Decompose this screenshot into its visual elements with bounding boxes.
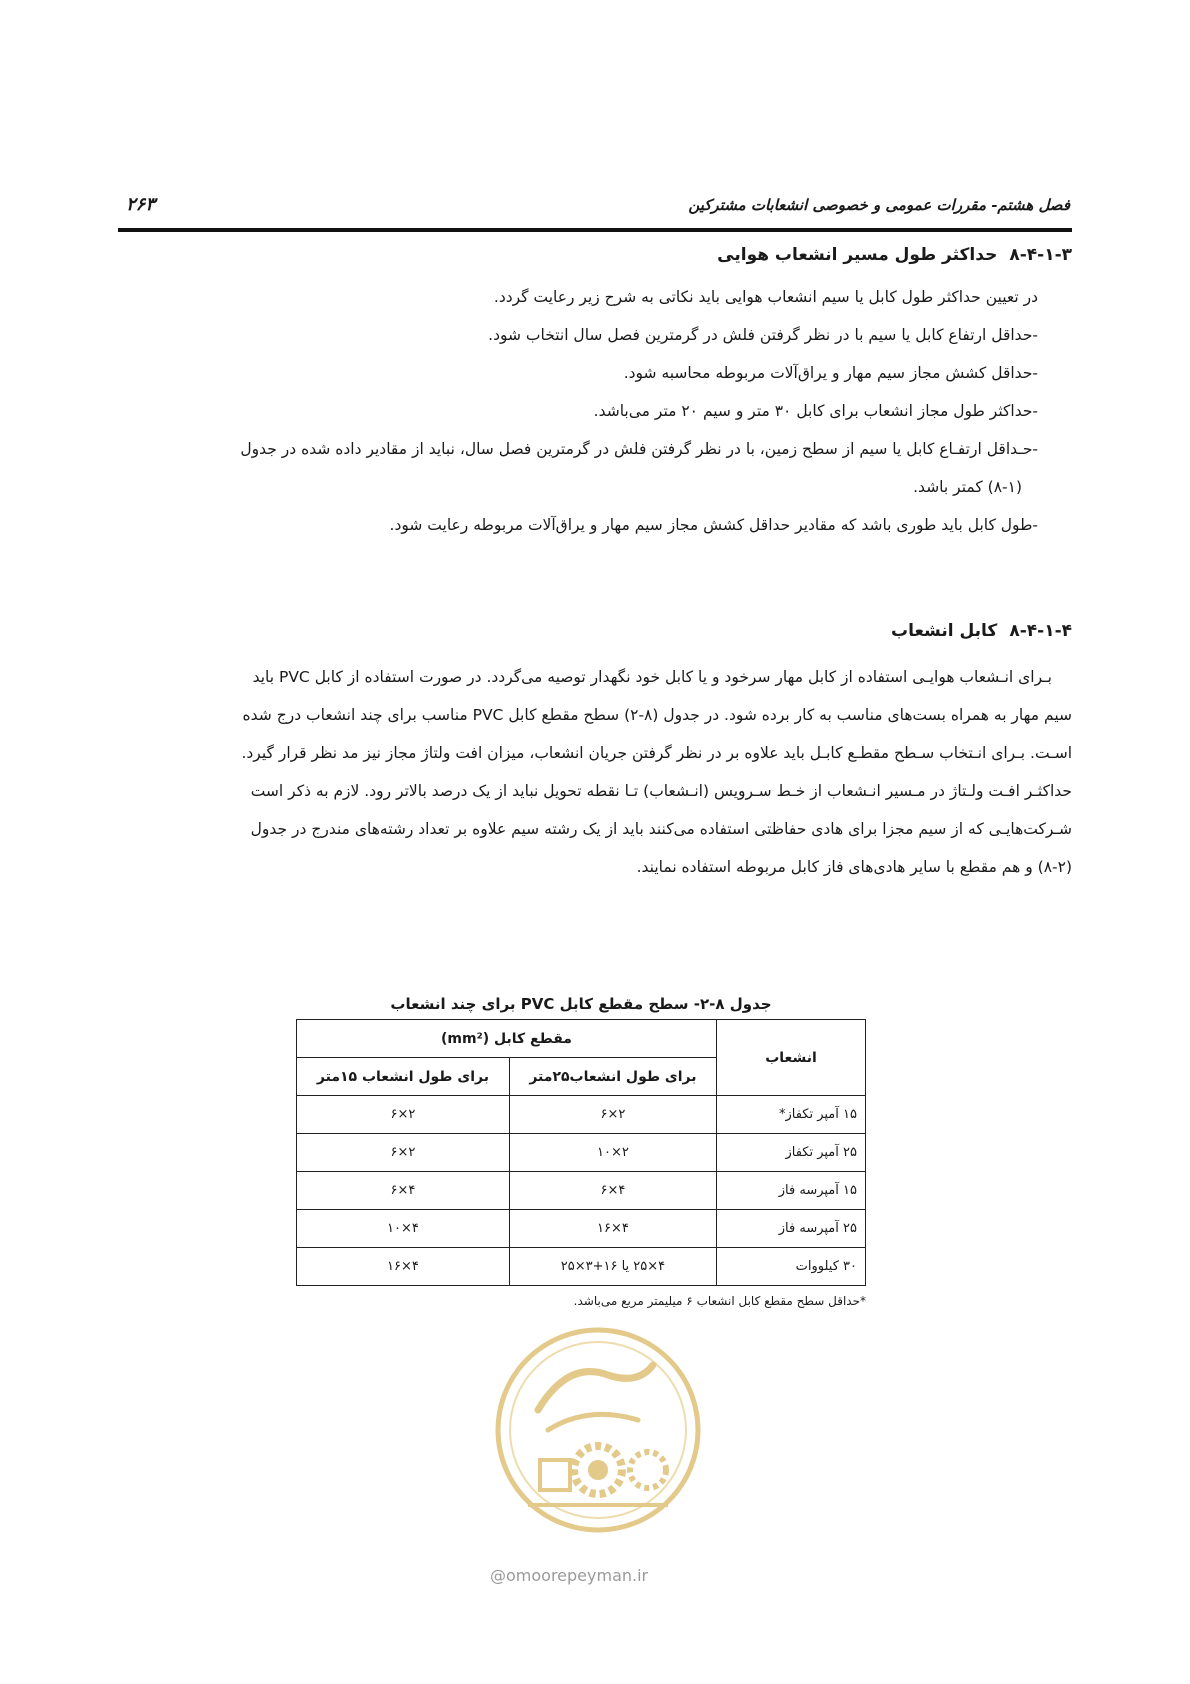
- paragraph-line: بـرای انـشعاب هوایـی استفاده از کابل مهار سرخود و یا کابل خود نگهدار توصیه می‌گردد. در صورت استفاده از کابل PVC باید: [252, 668, 1052, 686]
- bullet-item: -حـداقل ارتفـاع کابل یا سیم از سطح زمین، با در نظر گرفتن فلش در گرمترین فصل سال، نباید از مقادیر داده شده در جدول: [240, 440, 1038, 458]
- section-intro: در تعیین حداکثر طول کابل یا سیم انشعاب هوایی باید نکاتی به شرح زیر رعایت گردد.: [493, 288, 1038, 306]
- header-title: فصل هشتم- مقررات عمومی و خصوصی انشعابات مشترکین: [688, 196, 1070, 214]
- cell-length-15: ۲×۶: [297, 1134, 510, 1172]
- cell-branch: ۲۵ آمپرسه فاز: [717, 1210, 866, 1248]
- table-row: [297, 1134, 866, 1172]
- cell-length-15: ۲×۶: [297, 1096, 510, 1134]
- cell-branch: ۱۵ آمپرسه فاز: [717, 1172, 866, 1210]
- bullet-item: -طول کابل باید طوری باشد که مقادیر حداقل کشش مجاز سیم مهار و یراق‌آلات مربوطه رعایت شود.: [389, 516, 1038, 534]
- bullet-item: -حداقل ارتفاع کابل یا سیم با در نظر گرفتن فلش در گرمترین فصل سال انتخاب شود.: [488, 326, 1038, 344]
- header-length-15: برای طول انشعاب ۱۵متر: [297, 1058, 510, 1096]
- paragraph-line: حداکثـر افـت ولـتاژ در مـسیر انـشعاب از خـط سـرویس (انـشعاب) تـا نقطه تحویل نباید از یک درصد بالاتر رود. لازم به ذکر است: [250, 782, 1072, 800]
- watermark-logo-icon: [488, 1320, 708, 1570]
- paragraph-line: اسـت. بـرای انـتخاب سـطح مقطـع کابـل باید علاوه بر در نظر گرفتن جریان انشعاب، میزان افت ولتاژ مجاز نیز مد نظر قرار گیرد.: [241, 744, 1072, 762]
- table-block: [296, 995, 866, 1308]
- cell-branch: ۳۰ کیلووات: [717, 1248, 866, 1286]
- header-cable-section: مقطع کابل (mm²): [297, 1020, 717, 1058]
- watermark-url: @omoorepeyman.ir: [490, 1566, 649, 1585]
- cell-length-15: ۴×۱۶: [297, 1248, 510, 1286]
- table-row: [297, 1248, 866, 1286]
- header-length-25: برای طول انشعاب۲۵متر: [509, 1058, 716, 1096]
- cable-table: [296, 1019, 866, 1286]
- cell-length-25: ۴×۱۶: [509, 1210, 716, 1248]
- table-caption: جدول ۸-۲- سطح مقطع کابل PVC برای چند انشعاب: [390, 995, 772, 1013]
- table-row: [297, 1172, 866, 1210]
- header-branch: انشعاب: [717, 1020, 866, 1096]
- section-number: ۸-۴-۱-۳: [1009, 245, 1072, 265]
- header-rule: [118, 228, 1072, 232]
- bullet-item-continuation: (۸-۱) کمتر باشد.: [913, 478, 1022, 496]
- cell-length-25: ۲×۱۰: [509, 1134, 716, 1172]
- spacer: [118, 544, 1072, 602]
- bullet-item: -حداقل کشش مجاز سیم مهار و یراق‌آلات مربوطه محاسبه شود.: [623, 364, 1038, 382]
- section-number: ۸-۴-۱-۴: [1009, 621, 1072, 641]
- main-content: [118, 240, 1072, 886]
- cell-branch: ۱۵ آمپر تکفاز*: [717, 1096, 866, 1134]
- section-title: کابل انشعاب: [891, 621, 998, 641]
- table-row: [297, 1096, 866, 1134]
- page-number: ۲۶۳: [126, 194, 156, 215]
- section-heading-4: [118, 616, 1072, 646]
- bullet-item: -حداکثر طول مجاز انشعاب برای کابل ۳۰ متر و سیم ۲۰ متر می‌باشد.: [593, 402, 1038, 420]
- section-paragraph: [118, 658, 1072, 886]
- cell-length-15: ۴×۶: [297, 1172, 510, 1210]
- table-row: [297, 1210, 866, 1248]
- running-header: [120, 194, 1070, 224]
- table-header-row: [297, 1020, 866, 1058]
- cell-length-25: ۲×۶: [509, 1096, 716, 1134]
- cell-length-15: ۴×۱۰: [297, 1210, 510, 1248]
- table-footnote: *حداقل سطح مقطع کابل انشعاب ۶ میلیمتر مربع می‌باشد.: [573, 1294, 866, 1308]
- cell-branch: ۲۵ آمپر تکفاز: [717, 1134, 866, 1172]
- paragraph-line: شـرکت‌هایـی که از سیم مجزا برای هادی حفاظتی استفاده می‌کنند باید از یک رشته سیم علاوه بر تعداد رشته‌های مندرج در جدول: [250, 820, 1072, 838]
- cell-length-25: ۴×۶: [509, 1172, 716, 1210]
- paragraph-line: سیم مهار به همراه بست‌های مناسب به کار برده شود. در جدول (۸-۲) سطح مقطع کابل PVC مناسب برای چند انشعاب درج شده: [242, 706, 1072, 724]
- section-heading-3: [118, 240, 1072, 270]
- paragraph-line: (۸-۲) و هم مقطع با سایر هادی‌های فاز کابل مربوطه استفاده نمایند.: [636, 858, 1072, 876]
- section-title: حداکثر طول مسیر انشعاب هوایی: [717, 245, 998, 265]
- cell-length-25: ۴×۲۵ یا ۱۶+۳×۲۵: [509, 1248, 716, 1286]
